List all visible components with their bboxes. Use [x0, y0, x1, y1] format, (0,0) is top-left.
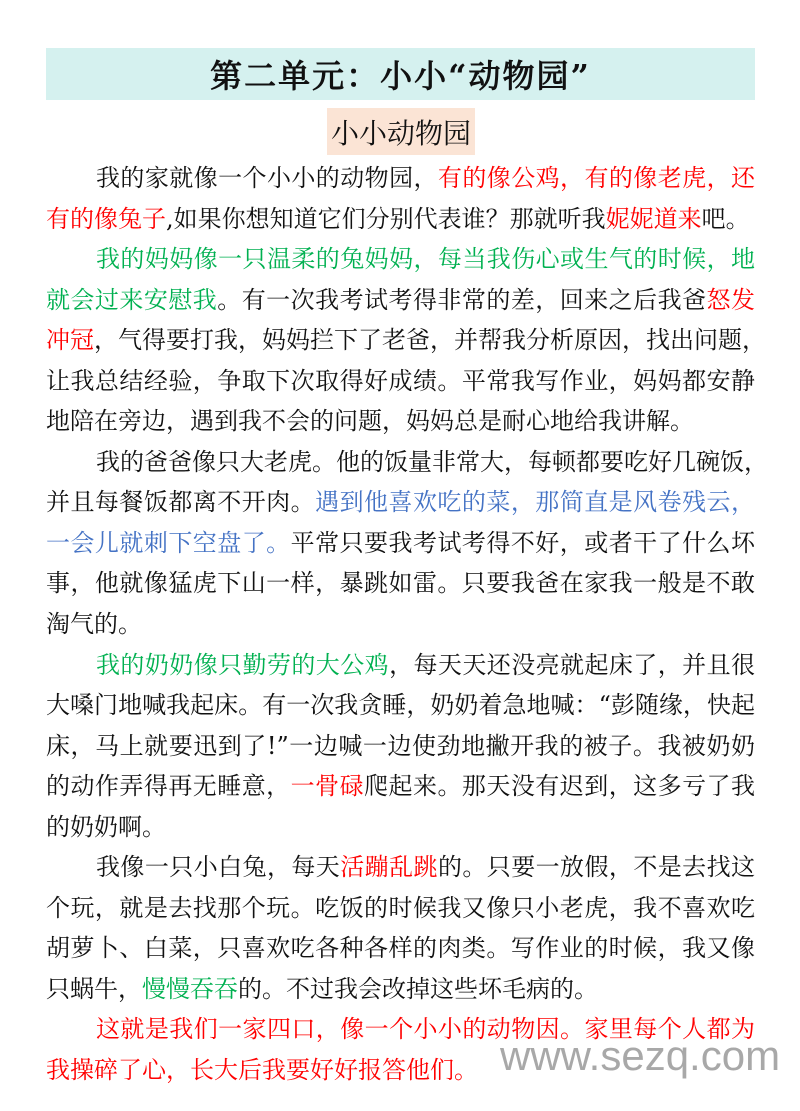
text-run: 的。不过我会改掉这些坏毛病的。 [238, 974, 598, 1003]
text-run: ，气得要打我，妈妈拦下了老爸，并帮我分析原因，找出问题， [94, 326, 766, 355]
unit-title-banner [46, 48, 755, 100]
text-line [46, 928, 755, 969]
essay-title: 小小动物园 [330, 116, 471, 150]
text-run: 并且每餐饭都离不开肉。 [46, 488, 316, 517]
text-run: 。有一次我考试考得非常的差，回来之后我爸 [217, 285, 707, 314]
highlighted-text-green: 我的妈妈像一只温柔的兔妈妈，每当我伤心或生气的时候，地 [96, 245, 755, 274]
paragraph [46, 645, 755, 848]
highlighted-text-blue: 遇到他喜欢吃的菜，那简直是风卷残云， [315, 488, 756, 517]
text-run: 吧。 [701, 204, 750, 233]
text-run: 我的爸爸像只大老虎。他的饭量非常大，每顿都要吃好几碗饭， [96, 447, 768, 476]
text-run: 的。只要一放假，不是去找这 [437, 853, 756, 882]
text-run: 事，他就像猛虎下山一样，暴跳如雷。只要我爸在家我一般是不敢 [46, 569, 755, 598]
essay-body [46, 158, 768, 1091]
highlighted-text-red: 有的像兔子 [46, 204, 166, 233]
text-run: 我像一只小白兔，每天 [96, 853, 341, 882]
text-line [46, 726, 755, 767]
text-line [46, 523, 755, 564]
text-line [46, 969, 755, 1010]
paragraph [46, 442, 768, 645]
text-run: ,如果你想知道它们分别代表谁？那就听我 [166, 204, 606, 233]
text-run: 大嗓门地喊我起床。有一次我贪睡，奶奶着急地喊：“彭随缘，快起 [46, 691, 755, 720]
text-line [46, 239, 755, 280]
text-line [46, 685, 755, 726]
text-line [46, 807, 755, 848]
paragraph [46, 158, 755, 239]
text-run: 爬起来。那天没有迟到，这多亏了我 [364, 772, 756, 801]
text-run: 的动作弄得再无睡意， [46, 772, 291, 801]
text-line [46, 847, 755, 888]
text-line [46, 563, 755, 604]
highlighted-text-red: 这就是我们一家四口，像一个小小的动物因。家里每个人都为 [96, 1015, 755, 1044]
text-run: 让我总结经验，争取下次取得好成绩。平常我写作业，妈妈都安静 [46, 366, 755, 395]
text-line [46, 766, 755, 807]
highlighted-text-red: 一骨碌 [290, 772, 365, 801]
text-line [46, 442, 768, 483]
essay-title-box [327, 108, 475, 155]
highlighted-text-red: 有的像公鸡，有的像老虎，还 [437, 164, 755, 192]
text-line [46, 361, 755, 402]
text-run: 平常只要我考试考得不好，或者干了什么坏 [290, 528, 756, 557]
highlighted-text-green: 我的奶奶像只勤劳的大公鸡 [96, 650, 390, 679]
text-run: 淘气的。 [46, 610, 142, 639]
text-line [46, 320, 766, 361]
text-line [46, 401, 755, 442]
text-run: 只蜗牛， [46, 974, 142, 1003]
text-line [46, 482, 755, 523]
text-run: 胡萝卜、白菜，只喜欢吃各种各样的肉类。写作业的时候，我又像 [46, 934, 755, 963]
highlighted-text-red: 妮妮道来 [605, 204, 702, 233]
unit-title: 第二单元：小小“动物园” [210, 57, 591, 95]
paragraph [46, 847, 755, 1009]
highlighted-text-red: 冲冠 [46, 326, 94, 355]
highlighted-text-red: 怒发 [706, 285, 756, 314]
text-run: 个玩，就是去找那个玩。吃饭的时候我又像只小老虎，我不喜欢吃 [46, 893, 755, 922]
highlighted-text-red: 我操碎了心，长大后我要好好报答他们。 [46, 1056, 478, 1085]
text-run: 的奶奶啊。 [46, 812, 166, 841]
text-line [46, 158, 755, 199]
highlighted-text-green: 慢慢吞吞 [142, 974, 238, 1003]
paragraph [46, 239, 766, 442]
text-run: 地陪在旁边，遇到我不会的问题，妈妈总是耐心地给我讲解。 [46, 407, 694, 436]
highlighted-text-green: 就会过来安慰我 [46, 285, 218, 314]
text-run: ，每天天还没亮就起床了，并且很 [389, 650, 756, 679]
text-line [46, 199, 755, 240]
text-line [46, 604, 755, 645]
text-line [46, 645, 755, 686]
highlighted-text-red: 活蹦乱跳 [340, 853, 438, 882]
text-run: 床，马上就要迅到了!”一边喊一边使劲地撇开我的被子。我被奶奶 [46, 731, 755, 760]
watermark: www.sezq.com [500, 1032, 781, 1079]
text-line [46, 888, 755, 929]
highlighted-text-blue: 一会儿就刺下空盘了。 [46, 528, 291, 557]
text-run: 我的家就像一个小小的动物园， [96, 164, 438, 192]
text-line [46, 280, 755, 321]
